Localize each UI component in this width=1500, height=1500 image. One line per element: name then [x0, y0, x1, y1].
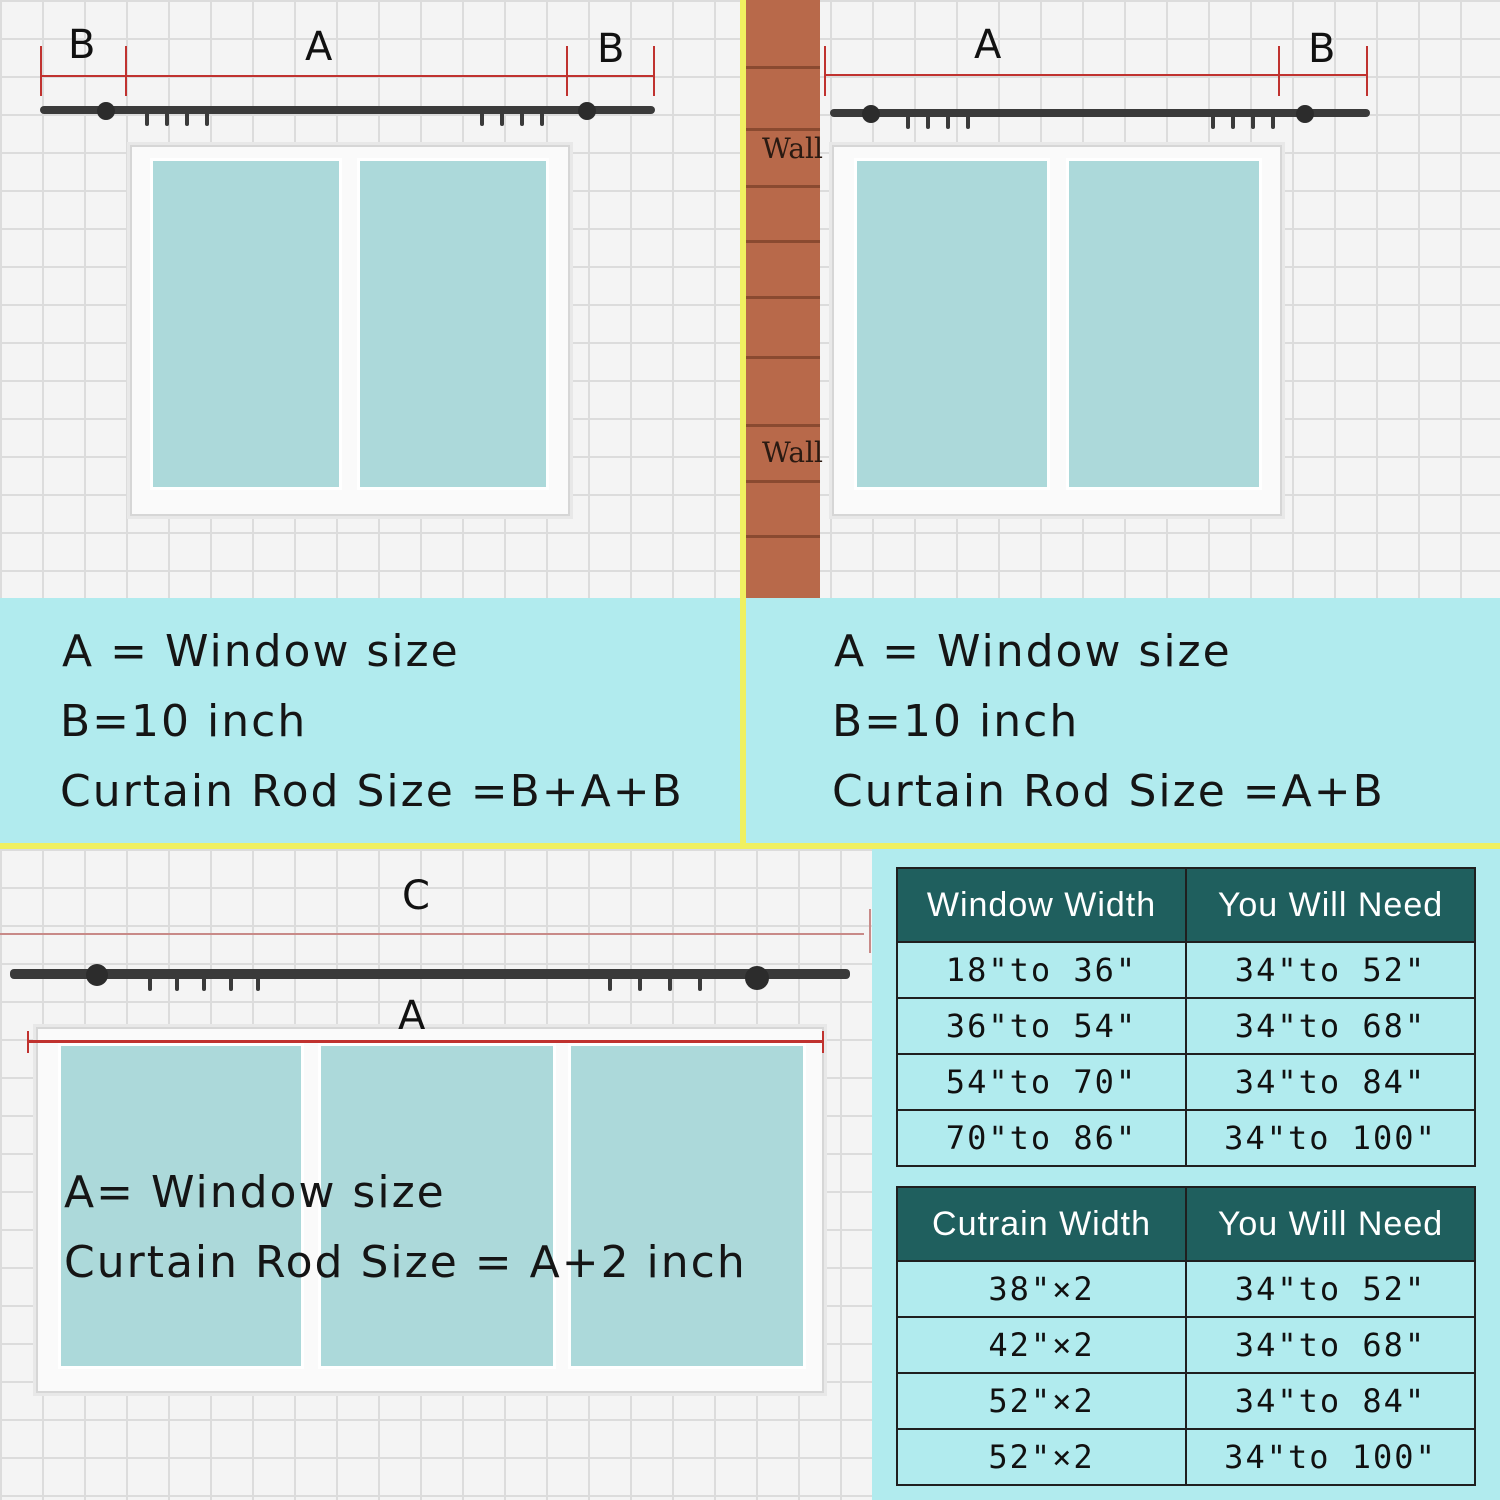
panel-1-illustration — [0, 0, 740, 598]
wall-mortar — [746, 480, 820, 483]
wall-mortar — [746, 66, 820, 69]
curtain-ring — [175, 975, 179, 991]
wall-mortar — [746, 424, 820, 427]
table-row — [897, 1110, 1475, 1166]
wall-mortar — [746, 356, 820, 359]
table-row — [897, 1261, 1475, 1317]
table-cell: 42"×2 — [897, 1317, 1186, 1373]
dim-tick — [40, 46, 42, 96]
label-b-value: B=10 inch — [60, 696, 308, 747]
wall-mortar — [746, 185, 820, 188]
dim-label-b-left: B — [68, 22, 96, 68]
curtain-ring — [500, 110, 504, 126]
curtain-rod — [830, 109, 1370, 117]
window-width-table — [896, 867, 1476, 1167]
table-cell: 70"to 86" — [897, 1110, 1186, 1166]
curtain-ring — [145, 110, 149, 126]
dim-line-a — [27, 1040, 824, 1043]
curtain-ring — [608, 975, 612, 991]
curtain-width-table — [896, 1186, 1476, 1486]
table-cell: 38"×2 — [897, 1261, 1186, 1317]
table-cell: 18"to 36" — [897, 942, 1186, 998]
curtain-ring — [165, 110, 169, 126]
dim-label-a: A — [305, 24, 333, 70]
dim-line-b-right — [566, 75, 653, 77]
dim-label-b: B — [1308, 26, 1336, 72]
dim-tick — [824, 46, 826, 96]
wall-label: Wall — [762, 132, 823, 165]
curtain-ring — [202, 975, 206, 991]
rod-bracket — [745, 966, 769, 990]
table-cell: 34"to 68" — [1186, 1317, 1475, 1373]
dim-label-c: C — [402, 873, 430, 919]
table-cell: 52"×2 — [897, 1429, 1186, 1485]
panel-2-text-band — [746, 598, 1500, 843]
wall-mortar — [746, 535, 820, 538]
window-pane — [357, 158, 549, 490]
table-cell: 34"to 52" — [1186, 942, 1475, 998]
column-header: You Will Need — [1186, 1187, 1475, 1261]
curtain-ring — [1211, 113, 1215, 129]
wall-label: Wall — [762, 436, 823, 469]
curtain-ring — [946, 113, 950, 129]
side-wall — [746, 0, 823, 598]
curtain-ring — [185, 110, 189, 126]
table-cell: 52"×2 — [897, 1373, 1186, 1429]
curtain-ring — [966, 113, 970, 129]
table-header-row — [897, 1187, 1475, 1261]
dim-tick — [1366, 46, 1368, 96]
curtain-ring — [1231, 113, 1235, 129]
dim-tick — [125, 46, 127, 96]
table-header-row — [897, 868, 1475, 942]
panel-1-text-band — [0, 598, 740, 843]
table-cell: 34"to 84" — [1186, 1054, 1475, 1110]
table-cell: 36"to 54" — [897, 998, 1186, 1054]
table-row — [897, 1373, 1475, 1429]
label-a-definition: A= Window size — [64, 1167, 446, 1218]
table-row — [897, 998, 1475, 1054]
table-row — [897, 1054, 1475, 1110]
curtain-rod — [10, 969, 850, 979]
curtain-ring — [668, 975, 672, 991]
window-pane — [1066, 158, 1262, 490]
rod-bracket — [86, 964, 108, 986]
table-cell: 34"to 84" — [1186, 1373, 1475, 1429]
table-cell: 34"to 100" — [1186, 1429, 1475, 1485]
dim-line-a — [824, 74, 1278, 76]
window-pane — [854, 158, 1050, 490]
panel-2-illustration — [746, 0, 1500, 598]
dim-line-b-left — [40, 75, 125, 77]
curtain-ring — [229, 975, 233, 991]
curtain-ring — [638, 975, 642, 991]
wall-mortar — [746, 240, 820, 243]
dim-line-c — [0, 933, 864, 935]
label-rod-formula: Curtain Rod Size =A+B — [832, 766, 1385, 817]
dim-tick — [869, 909, 871, 953]
curtain-ring — [540, 110, 544, 126]
wall-mortar — [746, 128, 820, 131]
curtain-ring — [256, 975, 260, 991]
label-rod-formula: Curtain Rod Size = A+2 inch — [64, 1237, 747, 1288]
curtain-ring — [926, 113, 930, 129]
dim-line-a — [125, 75, 566, 77]
table-cell: 34"to 100" — [1186, 1110, 1475, 1166]
curtain-ring — [480, 110, 484, 126]
label-a-definition: A = Window size — [834, 626, 1232, 677]
column-header: Cutrain Width — [897, 1187, 1186, 1261]
curtain-ring — [205, 110, 209, 126]
rod-bracket — [1296, 105, 1314, 123]
curtain-ring — [698, 975, 702, 991]
table-cell: 34"to 68" — [1186, 998, 1475, 1054]
column-header: Window Width — [897, 868, 1186, 942]
curtain-ring — [520, 110, 524, 126]
curtain-rod — [40, 106, 655, 114]
label-a-definition: A = Window size — [62, 626, 460, 677]
dim-label-b-right: B — [597, 26, 625, 72]
label-rod-formula: Curtain Rod Size =B+A+B — [60, 766, 684, 817]
wall-mortar — [746, 296, 820, 299]
dim-tick — [566, 46, 568, 96]
dim-tick — [1278, 46, 1280, 96]
curtain-ring — [148, 975, 152, 991]
panel-3-illustration — [0, 849, 872, 1500]
label-b-value: B=10 inch — [832, 696, 1080, 747]
table-row — [897, 942, 1475, 998]
table-cell: 34"to 52" — [1186, 1261, 1475, 1317]
curtain-ring — [1251, 113, 1255, 129]
column-header: You Will Need — [1186, 868, 1475, 942]
window-pane — [150, 158, 342, 490]
dim-label-a: A — [398, 993, 426, 1039]
table-row — [897, 1317, 1475, 1373]
dim-label-a: A — [974, 22, 1002, 68]
table-row — [897, 1429, 1475, 1485]
curtain-ring — [906, 113, 910, 129]
window-pane — [568, 1043, 806, 1369]
size-tables-panel — [872, 849, 1500, 1500]
rod-bracket — [97, 102, 115, 120]
dim-line-b — [1278, 74, 1366, 76]
rod-bracket — [862, 105, 880, 123]
table-cell: 54"to 70" — [897, 1054, 1186, 1110]
curtain-ring — [1271, 113, 1275, 129]
rod-bracket — [578, 102, 596, 120]
dim-tick — [653, 46, 655, 96]
